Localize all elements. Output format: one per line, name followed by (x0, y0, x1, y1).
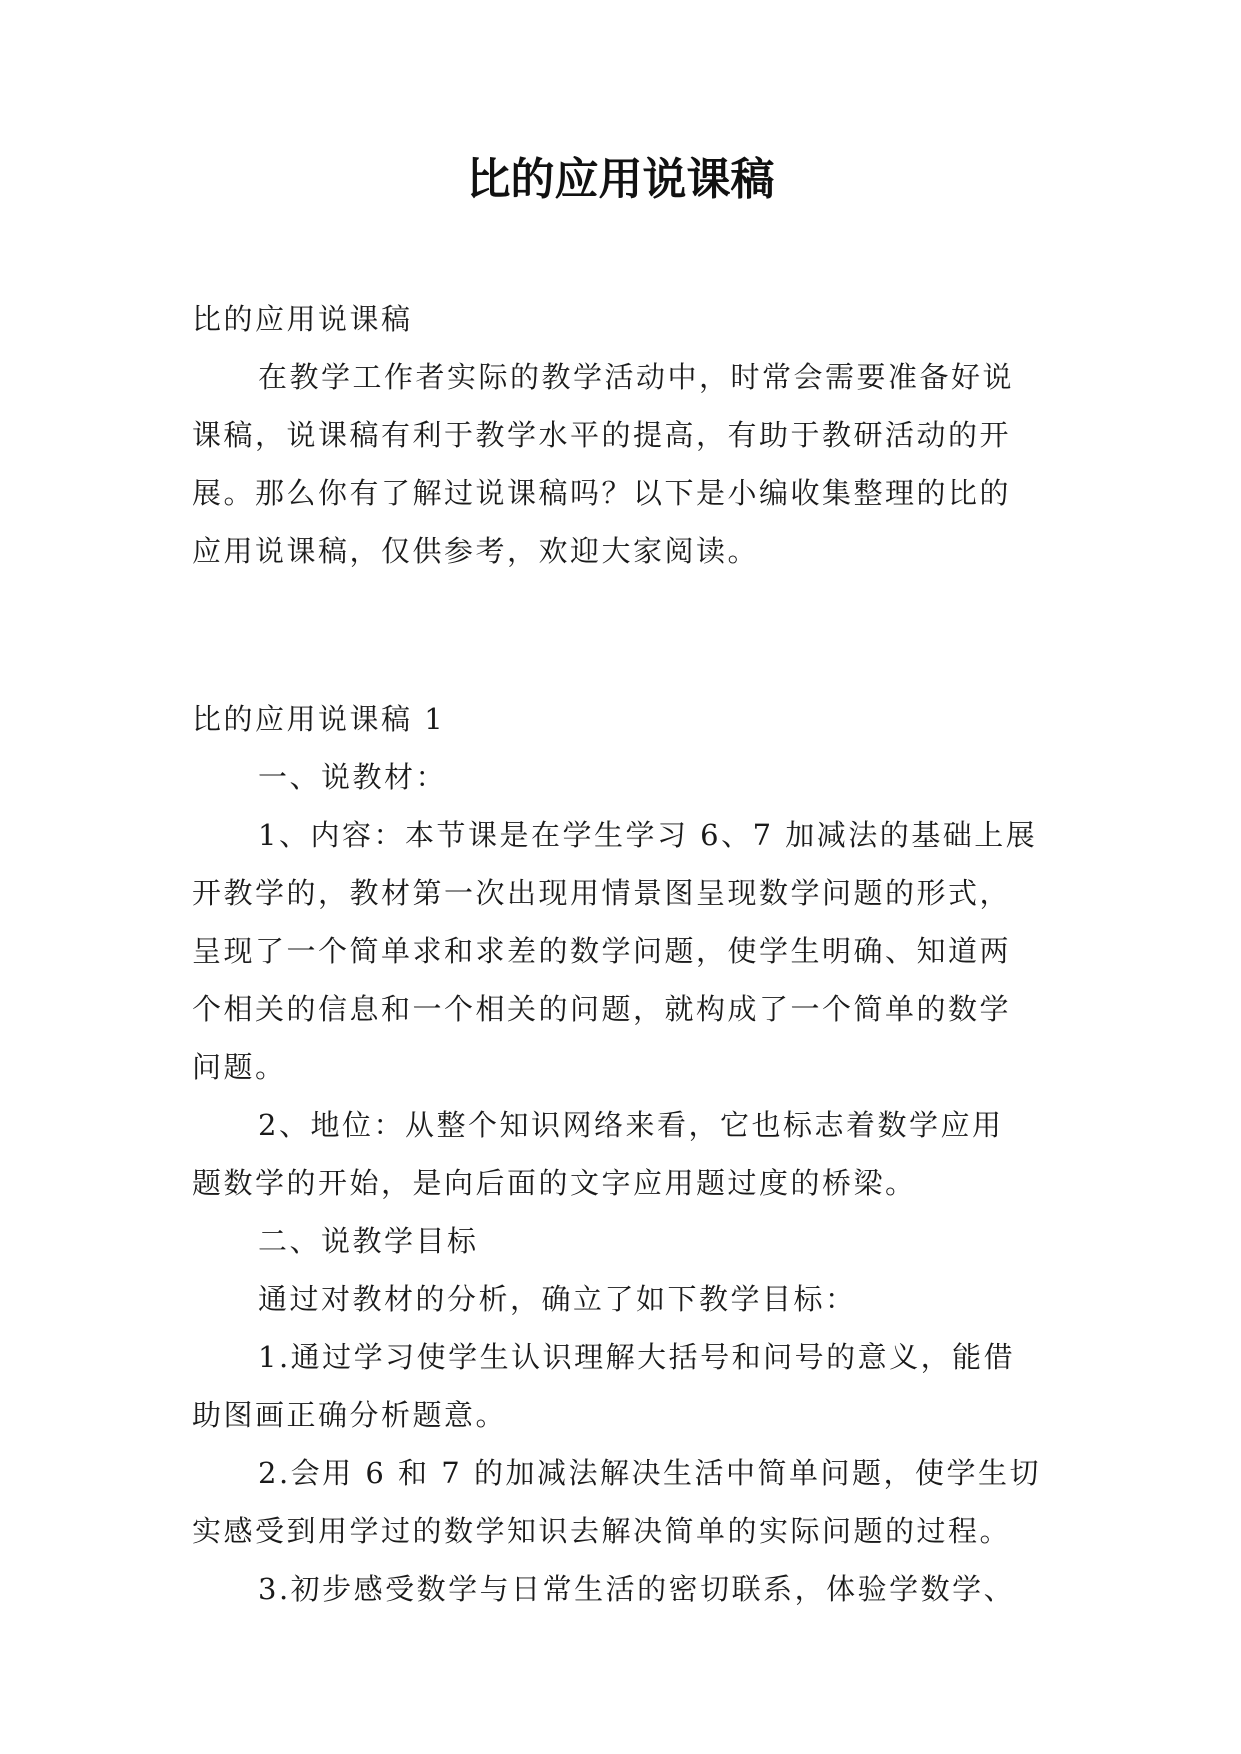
paragraph-line: 通过对教材的分析，确立了如下教学目标： (258, 1282, 857, 1316)
intro-heading: 比的应用说课稿 (192, 302, 413, 336)
paragraph-line: 2、地位：从整个知识网络来看，它也标志着数学应用 (258, 1108, 1004, 1142)
intro-line: 应用说课稿，仅供参考，欢迎大家阅读。 (192, 534, 760, 568)
paragraph-line: 个相关的信息和一个相关的问题，就构成了一个简单的数学 (192, 992, 1012, 1026)
paragraph-line: 1、内容：本节课是在学生学习 6、7 加减法的基础上展 (258, 818, 1038, 852)
intro-line: 课稿，说课稿有利于教学水平的提高，有助于教研活动的开 (192, 418, 1012, 452)
paragraph-line: 呈现了一个简单求和求差的数学问题，使学生明确、知道两 (192, 934, 1012, 968)
goal-line: 1.通过学习使学生认识理解大括号和问号的意义，能借 (258, 1340, 1016, 1374)
goal-line: 助图画正确分析题意。 (192, 1398, 508, 1432)
paragraph-line: 题数学的开始，是向后面的文字应用题过度的桥梁。 (192, 1166, 917, 1200)
intro-line: 在教学工作者实际的教学活动中，时常会需要准备好说 (258, 360, 1015, 394)
document-body (192, 290, 1062, 1618)
document-title: 比的应用说课稿 (466, 154, 775, 205)
subsection-title: 二、说教学目标 (258, 1224, 479, 1258)
subsection-title: 一、说教材： (258, 760, 448, 794)
goal-line: 3.初步感受数学与日常生活的密切联系，体验学数学、 (258, 1572, 1016, 1606)
intro-line: 展。那么你有了解过说课稿吗？以下是小编收集整理的比的 (192, 476, 1012, 510)
paragraph-line: 问题。 (192, 1050, 287, 1084)
section-heading: 比的应用说课稿 1 (192, 702, 446, 736)
paragraph-line: 开教学的，教材第一次出现用情景图呈现数学问题的形式， (192, 876, 1012, 910)
goal-line: 2.会用 6 和 7 的加减法解决生活中简单问题，使学生切 (258, 1456, 1041, 1490)
section-spacer (192, 580, 1062, 690)
goal-line: 实感受到用学过的数学知识去解决简单的实际问题的过程。 (192, 1514, 1012, 1548)
